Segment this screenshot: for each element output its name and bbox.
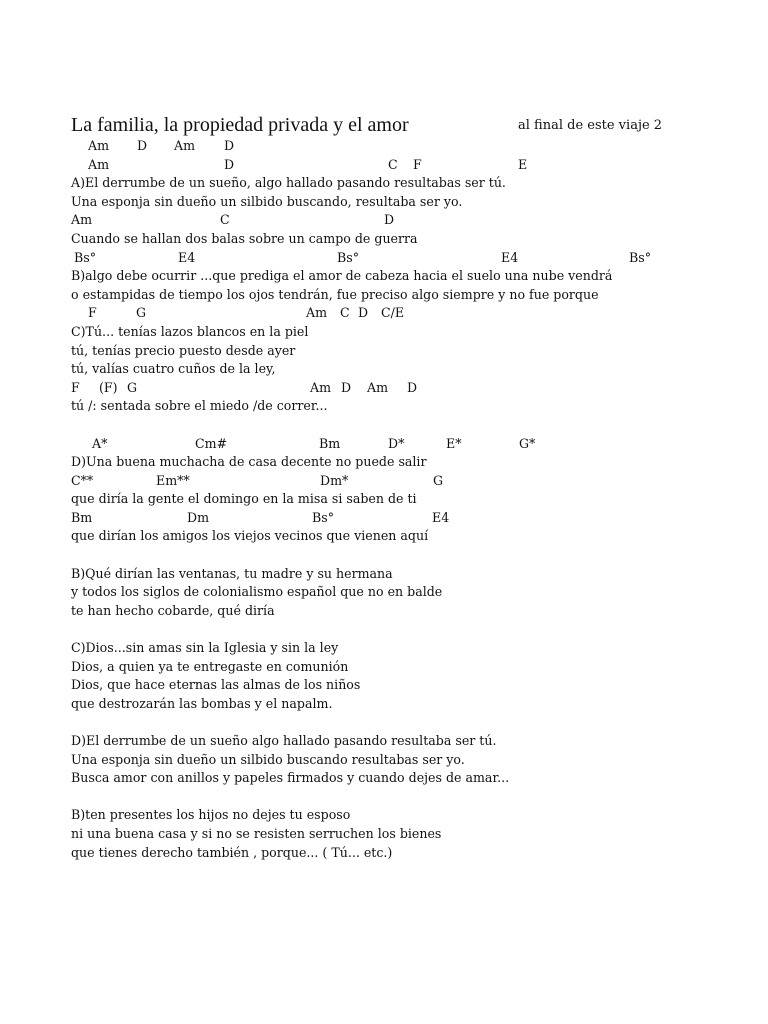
chord: Am [306,305,328,321]
chord: Bm [71,509,93,525]
chord: D [384,212,395,228]
chord-line [71,137,711,156]
chord: C [220,212,230,228]
lyric-line: B)Qué dirían las ventanas, tu madre y su hermana [71,565,393,581]
chord-line [71,509,711,528]
chord-line [71,304,711,323]
lyric-line: que diría la gente el domingo en la misa si saben de ti [71,491,417,507]
lyric-line: A)El derrumbe de un sueño, algo hallado pasando resultabas ser tú. [71,175,506,191]
stanza-gap [71,416,711,435]
lyric-line: Dios, a quien ya te entregaste en comunión [71,658,349,674]
chord: D [224,138,235,153]
chord: Bs° [74,249,97,265]
lyric-line: o estampidas de tiempo los ojos tendrán, fue preciso algo siempre y no fue porque [71,286,599,302]
chord: E4 [432,509,450,525]
chord: Dm* [320,472,349,488]
lyric-line: tú, valías cuatro cuños de la ley, [71,361,276,377]
chord: D [137,138,148,153]
chord: C/E [381,305,405,321]
chord: Cm# [195,435,228,451]
lyric-line: C)Dios...sin amas sin la Iglesia y sin la ley [71,640,339,656]
chord: Am [71,212,93,228]
lyric-line: D)Una buena muchacha de casa decente no puede salir [71,454,427,470]
lyric-line: que destrozarán las bombas y el napalm. [71,695,333,711]
chord-line [71,379,711,398]
lyric-line: y todos los siglos de colonialismo español que no en balde [71,584,443,600]
chord: Em** [156,472,190,488]
chord: (F) [99,379,118,395]
chord: Am [367,379,389,395]
chord: C [340,305,350,321]
chord: Am [88,156,110,172]
chord: G [136,305,147,321]
chord: E4 [501,249,519,265]
chord: C [388,156,398,172]
chord-line [71,472,711,491]
lyric-line: Una esponja sin dueño un silbido buscando resultabas ser yo. [71,751,465,767]
chord: Dm [187,509,210,525]
chord: D [341,379,352,395]
chord-line [71,435,711,454]
chord-sheet [71,137,711,862]
lyric-line: que dirían los amigos los viejos vecinos que vienen aquí [71,528,429,544]
chord: Am [88,138,110,153]
lyric-line: tú /: sentada sobre el miedo /de correr... [71,398,328,414]
chord-line [71,156,711,175]
lyric-line: B)algo debe ocurrir ...que prediga el amor de cabeza hacia el suelo una nube vendrá [71,268,613,284]
chord: D [407,379,418,395]
lyric-line: D)El derrumbe de un sueño algo hallado pasando resultaba ser tú. [71,733,497,748]
chord: D [224,156,235,172]
chord: E* [446,435,462,451]
chord: D* [388,435,405,451]
chord-line [71,211,711,230]
chord: E [518,156,528,172]
chord: G [127,379,138,395]
stanza-gap [71,713,711,732]
lyric-line: B)ten presentes los hijos no dejes tu esposo [71,807,351,823]
chord: Bm [319,435,341,451]
lyric-line: ni una buena casa y si no se resisten serruchen los bienes [71,825,442,841]
chord: A* [92,435,108,451]
lyric-line: te han hecho cobarde, qué diría [71,602,275,618]
stanza-gap [71,546,711,565]
lyric-line: tú, tenías precio puesto desde ayer [71,342,296,358]
chord: D [358,305,369,321]
chord: G [433,472,444,488]
lyric-line: Dios, que hace eternas las almas de los niños [71,677,361,693]
lyric-line: Una esponja sin dueño un silbido buscando, resultaba ser yo. [71,193,463,209]
chord: G* [519,435,536,451]
lyric-line: Busca amor con anillos y papeles firmados y cuando dejes de amar... [71,770,510,786]
lyric-line: que tienes derecho también , porque... ( Tú... etc.) [71,844,393,860]
lyric-line: Cuando se hallan dos balas sobre un campo de guerra [71,230,418,246]
song-header [71,113,691,137]
chord: E4 [178,249,196,265]
lyric-line: C)Tú... tenías lazos blancos en la piel [71,323,309,339]
chord: F [88,305,97,321]
stanza-gap [71,788,711,807]
chord: F [71,379,80,395]
chord-line [71,249,711,268]
chord: Bs° [629,249,652,265]
stanza-gap [71,620,711,639]
chord: Am [174,138,196,153]
chord: Bs° [312,509,335,525]
chord: F [413,156,422,172]
song-title: La familia, la propiedad privada y el amor [71,114,409,136]
chord: Am [310,379,332,395]
chord: Bs° [337,249,360,265]
chord: C** [71,472,94,488]
album-note: al final de este viaje 2 [518,118,663,133]
